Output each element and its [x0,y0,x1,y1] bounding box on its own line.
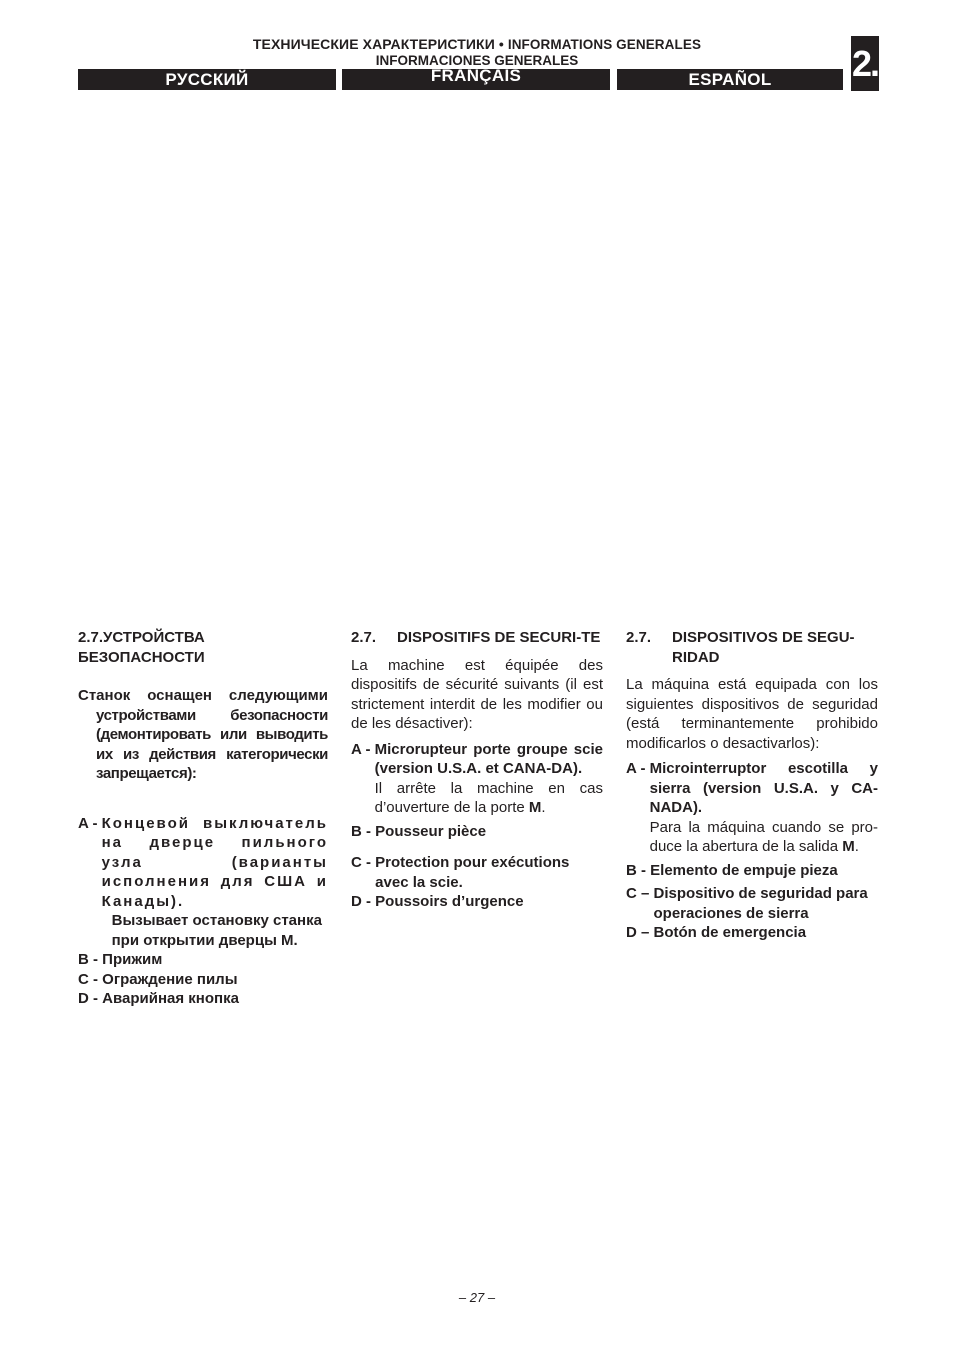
item-text: Elemento de empuje pieza [650,861,838,879]
intro-paragraph [78,686,328,784]
item-key: C - [351,854,376,871]
item-subtext: Вызывает остановку станка при открытии дверцы М. [111,912,322,949]
heading-line-1: 2.7.УСТРОЙСТВА [78,629,205,646]
list-item [626,861,878,881]
section-heading [626,628,878,667]
intro-rest: устройствами безопасности (демонтировать или выводить их из действия категорически запрещается): [96,706,328,782]
item-text: Прижим [102,951,163,968]
page-number: – 27 – [458,1290,496,1305]
item-key: D - [351,893,376,910]
list-item [78,989,328,1009]
item-text: Аварийная кнопка [102,990,239,1007]
list-item [351,822,603,842]
item-key: C - [78,970,103,988]
heading-text: DISPOSITIFS DE SECURI-TE [397,629,601,646]
heading-number: 2.7. [351,629,377,646]
list-item [626,884,878,923]
item-text: Protection pour exécutions avec la scie. [375,854,570,891]
item-text: Botón de emergencia [653,924,807,941]
item-text: Pousseur pièce [375,822,487,840]
item-text: Poussoirs d’urgence [375,893,524,910]
header-title [0,36,954,53]
intro-first-line: Станок оснащен следующими [78,687,328,704]
item-text: Ограждение пилы [102,970,238,988]
item-key: D – [626,924,654,941]
item-key: B - [351,822,376,840]
spanish-column [626,628,878,943]
language-tab-russian: РУССКИЙ [78,69,336,90]
item-text: Концевой выключатель на дверце пильного узла (варианты исполнения для США и Канады). [101,814,328,910]
header-title-fr: INFORMATIONS GENERALES [507,37,702,52]
section-number-badge: 2. [851,36,879,91]
item-text: Dispositivo de seguridad para operaciones de sierra [653,885,868,922]
list-item [626,759,878,857]
heading-number: 2.7. [626,629,652,646]
header-title-es: INFORMACIONES GENERALES [375,53,579,68]
list-item [78,814,328,951]
intro-paragraph: La máquina está equipada con los siguientes dispositivos de seguridad (está terminantemente prohibido modificarlos o desactivarlos): [626,676,878,752]
french-column [351,628,603,912]
item-subtext: Il arrête la machine en cas d’ouverture de la porte M. [374,779,603,816]
intro-paragraph: La machine est équipée des dispositifs de sécurité suivants (il est strictement interdit de les modifier ou de les désactiver): [351,656,603,732]
item-key: D - [78,990,103,1007]
item-key: B - [626,861,651,879]
list-item [351,892,603,912]
section-heading [351,628,603,648]
list-item [78,950,328,970]
language-tab-spanish: ESPAÑOL [617,69,843,90]
list-item [78,970,328,990]
item-key: A - [78,814,102,832]
heading-text: DISPOSITIVOS DE SEGU-RIDAD [672,629,855,666]
list-item [351,853,603,892]
section-heading [78,628,328,667]
list-item [351,740,603,818]
heading-line-2: БЕЗОПАСНОСТИ [78,648,205,666]
item-text: Microrupteur porte groupe scie (version U.S.A. et CANA-DA). [374,740,603,777]
language-tab-french: FRANÇAIS [342,69,610,90]
list-item [626,923,878,943]
item-subtext: Para la máquina cuando se pro-duce la abertura de la salida M. [649,818,878,855]
item-key: C – [626,885,654,902]
item-key: A - [626,760,650,777]
item-key: B - [78,951,103,968]
item-text: Microinterruptor escotilla y sierra (version U.S.A. y CA-NADA). [649,760,878,816]
item-key: A - [351,740,375,758]
russian-column [78,628,328,1009]
header-title-ru: ТЕХНИЧЕСКИЕ ХАРАКТЕРИСТИКИ • [252,36,504,52]
